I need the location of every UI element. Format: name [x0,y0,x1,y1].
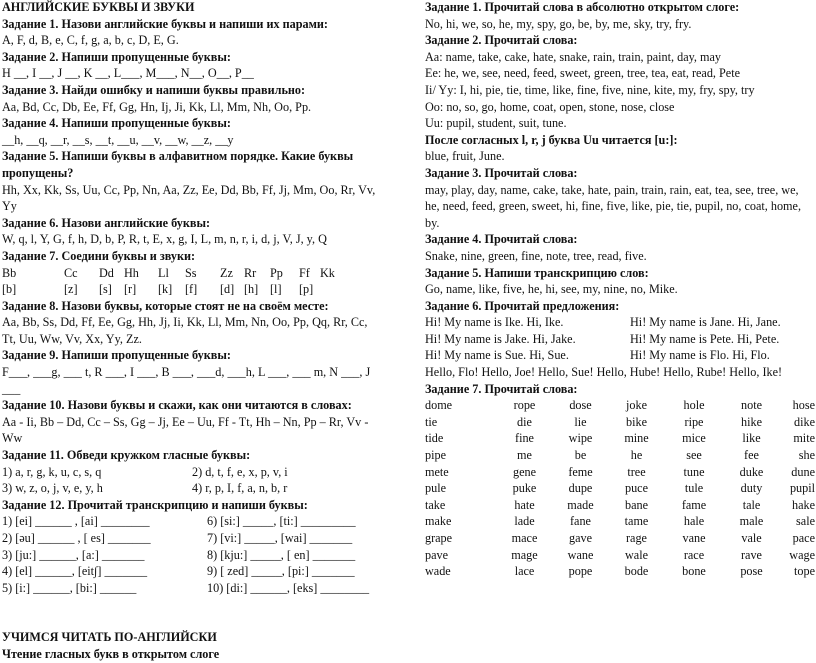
word: pupil [789,481,815,496]
task-9-body: F___, ___g, ___ t, R ___, I ___, B ___, ___d, ___h, L ___, ___ m, N ___, J [2,365,371,380]
task-1-body: A, F, d, B, e, C, f, g, a, b, c, D, E, G. [2,33,179,48]
word: tope [794,564,815,579]
task-6-heading: Задание 6. Назови английские буквы: [2,215,211,230]
word: rope [513,398,536,413]
vowel-set: 3) w, z, o, j, v, e, y, h [2,481,103,496]
task-11-heading: Задание 11. Обведи кружком гласные буквы: [2,448,251,463]
sound: [r] [124,282,137,297]
sound: [f] [185,282,198,297]
task-6-body: W, q, l, Y, G, f, h, D, b, P, R, t, E, x, g, I, L, m, n, r, i, d, j, V, J, y, Q [2,232,327,247]
sentence-row [425,331,813,348]
task-2-heading: Задание 2. Напиши пропущенные буквы: [2,49,231,64]
transcription-item: 6) [si:] _____, [ti:] _________ [207,514,356,529]
task-12-row [2,547,390,564]
vowel-set: 1) a, r, g, k, u, c, s, q [2,464,102,479]
task-11-row [2,480,390,497]
word: feme [568,464,593,479]
sentence: Hi! My name is Jake. Hi, Jake. [425,331,576,346]
word: hike [741,414,762,429]
sentence: Hi! My name is Flo. Hi, Flo. [630,348,770,363]
word: wage [789,547,815,562]
word: bane [624,497,648,512]
word-row [425,563,813,580]
word: made [567,497,594,512]
word: pace [792,531,815,545]
word: puke [512,481,537,496]
word-row [425,530,813,547]
sound: [s] [99,282,112,297]
word-row [425,547,813,564]
word: dose [569,398,592,413]
word: tide [425,431,444,446]
word: wale [624,547,648,562]
letter-pair: Dd [99,265,114,280]
task-11-row [2,464,390,481]
word: bone [682,564,706,579]
transcription-item: 4) [el] ______, [eit∫] _______ [2,564,148,579]
word: gave [568,531,592,545]
letter-pair: Rr [244,265,257,280]
task-5-body-cont: Yy [2,199,17,214]
word: race [683,547,705,562]
task-5-heading-cont: пропущены? [2,165,74,180]
letter-pair: Bb [2,265,17,280]
r-task-2-line: Uu: pupil, student, suit, tune. [425,116,567,131]
word: male [739,514,764,529]
word-row [425,397,813,414]
task-3-heading: Задание 3. Найди ошибку и напиши буквы правильно: [2,82,306,97]
word-row [425,430,813,447]
word: lade [514,514,535,529]
transcription-item: 10) [di:] ______, [eks] ________ [207,580,370,595]
word: dike [794,414,815,429]
word-row [425,480,813,497]
r-task-3-heading: Задание 3. Прочитай слова: [425,165,578,180]
r-task-1-heading: Задание 1. Прочитай слова в абсолютно открытом слоге: [425,0,740,14]
letter-pair: Ss [185,265,197,280]
word-row [425,447,813,464]
r-task-1-body: No, hi, we, so, he, my, spy, go, be, by, me, sky, try, fry. [425,16,692,31]
section-subtitle: Чтение гласных букв в открытом слоге [2,646,220,661]
sound: [b] [2,282,17,297]
letter-pair-last: Kk [320,265,335,280]
task-8-body-cont: Tt, Uu, Ww, Vv, Xx, Yy, Zz. [2,331,142,346]
transcription-item: 5) [i:] ______, [bi:] ______ [2,580,137,595]
word: dupe [568,481,593,496]
word: pope [568,564,593,579]
word: hate [514,497,535,512]
word: grape [425,531,453,545]
sentence-row-last: Hello, Flo! Hello, Joe! Hello, Sue! Hello, Hube! Hello, Rube! Hello, Ike! [425,365,783,380]
word: fane [570,514,591,529]
word: note [741,398,762,413]
word: wade [425,564,451,579]
word: tree [627,464,646,479]
word: mace [511,531,538,545]
word: tame [624,514,649,529]
word: be [574,448,587,463]
task-5-heading: Задание 5. Напиши буквы в алфавитном порядке. Какие буквы [2,149,354,164]
word: pipe [425,448,446,463]
word-table [425,397,813,580]
letter-pair: Hh [124,265,139,280]
transcription-item: 3) [ju:] ______, [a:] _______ [2,547,145,562]
word: hole [683,398,705,413]
word: see [686,448,702,463]
sound: [d] [220,282,235,297]
word: he [630,448,643,463]
transcription-item: 7) [vi:] _____, [wai] _______ [207,531,353,545]
word: mage [511,547,538,562]
sound: [k] [158,282,173,297]
word: duke [739,464,764,479]
task-1-heading: Задание 1. Назови английские буквы и напиши их парами: [2,16,328,31]
word: puce [624,481,648,496]
word: die [517,414,532,429]
task-12-row [2,530,390,547]
transcription-item: 1) [ei] ______ , [ai] ________ [2,514,150,529]
word-row [425,414,813,431]
r-task-4-heading: Задание 4. Прочитай слова: [425,232,578,247]
sound: [h] [244,282,259,297]
task-12-row [2,513,390,530]
left-column [2,0,390,663]
vowel-set: 4) r, p, I, f, a, n, b, r [192,481,288,496]
sound: [z] [64,282,78,297]
r-task-4-body: Snake, nine, green, fine, note, tree, read, five. [425,248,647,263]
vowel-set: 2) d, t, f, e, x, p, v, i [192,464,288,479]
word: tale [742,497,761,512]
sentence: Hi! My name is Pete. Hi, Pete. [630,331,780,346]
transcription-item: 8) [kju:] _____, [ en] _______ [207,547,356,562]
section-title: УЧИМСЯ ЧИТАТЬ ПО-АНГЛИЙСКИ [2,630,217,645]
sentence-row [425,347,813,364]
task-4-heading: Задание 4. Напиши пропущенные буквы: [2,116,231,131]
word: wipe [568,431,593,446]
sentence-row [425,314,813,331]
word: joke [626,398,647,413]
word: vale [741,531,762,545]
r-task-2-heading: Задание 2. Прочитай слова: [425,33,578,48]
task-7-heading: Задание 7. Соедини буквы и звуки: [2,248,196,263]
word: rave [741,547,762,562]
letter-pair: Cc [64,265,78,280]
task-10-body: Aa - Ii, Bb – Dd, Cc – Ss, Gg – Jj, Ee – Uu, Ff - Tt, Hh – Nn, Pp – Rr, Vv - [2,414,369,429]
transcription-item: 2) [əu] ______ , [ es] _______ [2,531,151,545]
word: tune [683,464,705,479]
word: pave [425,547,449,562]
word: sale [796,514,815,529]
task-10-heading: Задание 10. Назови буквы и скажи, как они читаются в словах: [2,398,352,413]
word: fame [681,497,707,512]
rule-note-body: blue, fruit, June. [425,149,505,164]
word: mice [682,431,706,446]
word: dune [791,464,815,479]
spacer [2,596,390,629]
r-task-6-heading: Задание 6. Прочитай предложения: [425,298,620,313]
word: she [798,448,815,463]
word: tie [425,414,438,429]
word: vane [682,531,706,545]
task-5-body: Hh, Xx, Kk, Ss, Uu, Cc, Pp, Nn, Aa, Zz, Ee, Dd, Bb, Ff, Jj, Mm, Oo, Rr, Vv, [2,182,376,197]
word: ripe [684,414,704,429]
letter-pair: Pp [270,265,283,280]
r-task-5-heading: Задание 5. Напиши транскрипцию слов: [425,265,649,280]
task-9-heading: Задание 9. Напиши пропущенные буквы: [2,348,231,363]
r-task-7-heading: Задание 7. Прочитай слова: [425,381,578,396]
word: bike [626,414,647,429]
word: lie [574,414,587,429]
transcription-item: 9) [ zed] _____, [pi:] _______ [207,564,355,579]
r-task-2-line: Oo: no, so, go, home, coat, open, stone, nose, close [425,99,675,114]
word-row [425,464,813,481]
task-2-body: H __, I __, J __, K __, L___, M___, N__, O__, P__ [2,66,254,81]
r-task-3-body: may, play, day, name, cake, take, hate, pain, train, rain, eat, tea, see, tree, we, he, need, feed, green, sweet, hi, fine, five, like, pie, tie, pupil, no, coat, home, by. [425,182,801,230]
word-row [425,513,813,530]
letter-pair: Ff [299,265,310,280]
word-row [425,497,813,514]
word: hale [683,514,705,529]
word: rage [626,531,647,545]
task-4-body: __h, __q, __r, __s, __t, __u, __v, __w, __z, __y [2,132,234,147]
word: gene [512,464,536,479]
sentence: Hi! My name is Ike. Hi, Ike. [425,315,564,330]
word: tule [684,481,704,496]
word: hose [792,398,815,413]
word: hake [791,497,815,512]
word: make [425,514,452,529]
task-3-body: Aa, Bd, Cc, Db, Ee, Ff, Gg, Hn, Ij, Ji, Kk, Ll, Mm, Nh, Oo, Pp. [2,99,312,114]
word: bode [624,564,649,579]
r-task-2-line: Ee: he, we, see, need, feed, sweet, green, tree, tea, eat, read, Pete [425,66,741,81]
task-12-heading: Задание 12. Прочитай транскрипцию и напиши буквы: [2,497,308,512]
task-8-heading: Задание 8. Назови буквы, которые стоят не на своём месте: [2,298,329,313]
word: fee [744,448,759,463]
sound: [l] [270,282,282,297]
word: lace [514,564,535,579]
word: take [425,497,446,512]
word: like [742,431,761,446]
rule-note-heading: После согласных l, r, j буква Uu читается [u:]: [425,132,678,147]
word: mete [425,464,449,479]
task-12-row [2,580,390,597]
r-task-2-line: Aa: name, take, cake, hate, snake, rain, train, paint, day, may [425,49,721,64]
word: duty [740,481,763,496]
r-task-2-line: Ii/ Yy: I, hi, pie, tie, time, like, fine, five, nine, kite, my, fry, spy, try [425,82,755,97]
task-7-sounds [2,281,390,298]
task-12-row [2,563,390,580]
right-column [425,0,813,580]
task-10-body-cont: Ww [2,431,23,446]
word: mite [793,431,815,446]
r-task-5-body: Go, name, like, five, he, hi, see, my, nine, no, Mike. [425,282,678,297]
word: me [517,448,532,463]
sentence: Hi! My name is Sue. Hi, Sue. [425,348,569,363]
word: pose [740,564,763,579]
word: fine [515,431,534,446]
word: pule [425,481,446,496]
letter-pair: Zz [220,265,233,280]
word: mine [624,431,649,446]
letter-pair: Ll [158,265,169,280]
page-title: АНГЛИЙСКИЕ БУКВЫ И ЗВУКИ [2,0,195,14]
word: dome [425,398,453,413]
task-8-body: Aa, Bb, Ss, Dd, Ff, Ee, Gg, Hh, Jj, Ii, Kk, Ll, Mm, Nn, Oo, Pp, Qq, Rr, Cc, [2,315,368,330]
sentence: Hi! My name is Jane. Hi, Jane. [630,315,781,330]
word: wane [567,547,594,562]
sound: [p] [299,282,314,297]
task-9-body-cont: ___ [2,381,21,396]
